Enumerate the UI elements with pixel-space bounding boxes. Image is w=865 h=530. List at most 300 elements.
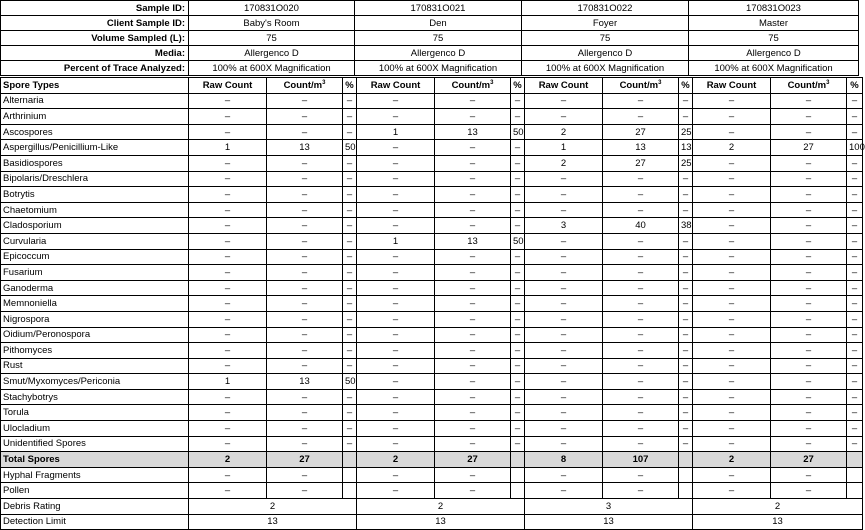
cell-value: – (267, 280, 343, 296)
sample-id-label: Sample ID: (1, 1, 189, 16)
cell-value: – (771, 374, 847, 390)
table-row (1, 405, 863, 421)
cell-value: – (525, 202, 603, 218)
spore-type-name: Total Spores (1, 452, 189, 468)
cell-value: – (435, 265, 511, 281)
cell-value: – (343, 265, 357, 281)
cell-value: – (357, 140, 435, 156)
raw-count-header: Raw Count (693, 78, 771, 94)
cell-value: – (679, 202, 693, 218)
cell-value: – (603, 467, 679, 483)
spore-type-name: Bipolaris/Dreschlera (1, 171, 189, 187)
cell-value: – (357, 249, 435, 265)
table-row (1, 280, 863, 296)
cell-value: – (189, 249, 267, 265)
media-value: Allergenco D (689, 46, 859, 61)
column-header-row (1, 78, 863, 94)
cell-value: – (693, 218, 771, 234)
cell-value: – (693, 311, 771, 327)
percent-header: % (847, 78, 863, 94)
footer-label: Debris Rating (1, 499, 189, 515)
cell-value: – (603, 265, 679, 281)
footer-value: 2 (693, 499, 863, 515)
cell-value: – (511, 249, 525, 265)
cell-value: – (693, 249, 771, 265)
cell-value: – (343, 249, 357, 265)
cell-value: – (603, 483, 679, 499)
cell-value: – (357, 93, 435, 109)
footer-value: 13 (525, 514, 693, 530)
cell-value: – (189, 389, 267, 405)
cell-value: – (525, 233, 603, 249)
cell-value: – (357, 155, 435, 171)
cell-value: – (189, 358, 267, 374)
cell-value: – (357, 343, 435, 359)
cell-value: – (679, 171, 693, 187)
raw-count-header: Raw Count (189, 78, 267, 94)
spore-type-name: Stachybotrys (1, 389, 189, 405)
table-row (1, 93, 863, 109)
cell-value: – (771, 389, 847, 405)
spore-type-name: Memnoniella (1, 296, 189, 312)
table-row (1, 467, 863, 483)
cell-value: 2 (189, 452, 267, 468)
percent-header: % (679, 78, 693, 94)
cell-value: – (189, 296, 267, 312)
cell-value: – (435, 109, 511, 125)
cell-value (679, 483, 693, 499)
cell-value: 40 (603, 218, 679, 234)
cell-value: – (357, 358, 435, 374)
cell-value: – (343, 389, 357, 405)
cell-value: – (603, 109, 679, 125)
cell-value: – (343, 202, 357, 218)
cell-value: – (343, 280, 357, 296)
cell-value: – (771, 327, 847, 343)
cell-value: – (693, 389, 771, 405)
cell-value: – (343, 436, 357, 452)
cell-value: – (511, 311, 525, 327)
cell-value: – (771, 233, 847, 249)
cell-value: – (693, 233, 771, 249)
cell-value: – (435, 467, 511, 483)
table-row (1, 311, 863, 327)
cell-value: – (189, 155, 267, 171)
spore-type-name: Smut/Myxomyces/Periconia (1, 374, 189, 390)
footer-value: 2 (189, 499, 357, 515)
cell-value (511, 467, 525, 483)
cell-value: 2 (693, 452, 771, 468)
cell-value (847, 452, 863, 468)
cell-value: – (343, 421, 357, 437)
cell-value: – (525, 93, 603, 109)
table-row (1, 249, 863, 265)
volume-sampled-value: 75 (522, 31, 689, 46)
cell-value: – (189, 280, 267, 296)
cell-value: 2 (693, 140, 771, 156)
cell-value: 3 (525, 218, 603, 234)
table-row (1, 155, 863, 171)
cell-value: – (267, 218, 343, 234)
cell-value: 13 (267, 140, 343, 156)
cell-value: – (511, 187, 525, 203)
cell-value: – (435, 389, 511, 405)
cell-value: – (693, 421, 771, 437)
cell-value: – (603, 327, 679, 343)
cell-value: 1 (525, 140, 603, 156)
cell-value: – (603, 296, 679, 312)
table-row (1, 187, 863, 203)
cell-value: – (267, 467, 343, 483)
spore-type-name: Fusarium (1, 265, 189, 281)
media-value: Allergenco D (355, 46, 522, 61)
cell-value: – (679, 343, 693, 359)
cell-value: 1 (189, 374, 267, 390)
cell-value: – (343, 311, 357, 327)
volume-sampled-value: 75 (355, 31, 522, 46)
cell-value: – (357, 436, 435, 452)
client-sample-id-value: Foyer (522, 16, 689, 31)
cell-value: – (435, 202, 511, 218)
cell-value: – (357, 405, 435, 421)
table-row (1, 265, 863, 281)
cell-value: 50 (343, 140, 357, 156)
cell-value: – (511, 421, 525, 437)
cell-value: – (435, 155, 511, 171)
cell-value: 13 (267, 374, 343, 390)
cell-value: – (189, 233, 267, 249)
cell-value: – (847, 343, 863, 359)
cell-value: – (267, 202, 343, 218)
spore-types-header: Spore Types (1, 78, 189, 94)
cell-value: – (435, 436, 511, 452)
cell-value: 2 (525, 124, 603, 140)
cell-value: – (435, 280, 511, 296)
cell-value: – (189, 109, 267, 125)
cell-value: – (267, 311, 343, 327)
cell-value: – (525, 249, 603, 265)
cell-value: 27 (603, 124, 679, 140)
media-value: Allergenco D (522, 46, 689, 61)
cell-value: – (511, 202, 525, 218)
volume-sampled-label: Volume Sampled (L): (1, 31, 189, 46)
cell-value: – (267, 249, 343, 265)
cell-value: – (435, 405, 511, 421)
cell-value: – (511, 155, 525, 171)
cell-value: – (847, 124, 863, 140)
spore-type-name: Rust (1, 358, 189, 374)
cell-value: – (679, 358, 693, 374)
cell-value: – (189, 311, 267, 327)
cell-value: – (847, 265, 863, 281)
media-label: Media: (1, 46, 189, 61)
cell-value: – (189, 265, 267, 281)
count-unit: Count/m (451, 79, 491, 91)
table-row (1, 327, 863, 343)
volume-sampled-row (1, 31, 859, 46)
table-row (1, 343, 863, 359)
client-sample-id-value: Baby's Room (189, 16, 355, 31)
cell-value: – (771, 421, 847, 437)
cell-value: – (693, 374, 771, 390)
cell-value: – (603, 202, 679, 218)
cell-value: – (343, 358, 357, 374)
sample-info-table (0, 0, 859, 76)
cell-value: – (267, 265, 343, 281)
cell-value: – (771, 187, 847, 203)
cell-value: – (343, 218, 357, 234)
cell-value: – (679, 233, 693, 249)
cell-value: – (511, 358, 525, 374)
cell-value: – (435, 483, 511, 499)
cell-value: – (511, 265, 525, 281)
cell-value: – (357, 171, 435, 187)
count-per-m3-header (603, 78, 679, 94)
cell-value: – (525, 109, 603, 125)
cell-value: – (693, 280, 771, 296)
cell-value: – (771, 155, 847, 171)
cell-value: – (525, 265, 603, 281)
raw-count-header: Raw Count (525, 78, 603, 94)
cell-value: – (771, 249, 847, 265)
cell-value: – (511, 109, 525, 125)
cell-value (511, 483, 525, 499)
cell-value: – (771, 296, 847, 312)
cell-value: – (771, 467, 847, 483)
table-row (1, 452, 863, 468)
cell-value: – (679, 249, 693, 265)
cell-value: – (435, 296, 511, 312)
spore-type-name: Pithomyces (1, 343, 189, 359)
cell-value: – (679, 296, 693, 312)
cell-value: 13 (435, 124, 511, 140)
cell-value: – (693, 109, 771, 125)
cell-value: – (693, 296, 771, 312)
table-row (1, 202, 863, 218)
spore-type-name: Pollen (1, 483, 189, 499)
cell-value: – (511, 171, 525, 187)
spore-type-name: Aspergillus/Penicillium-Like (1, 140, 189, 156)
cell-value: 27 (435, 452, 511, 468)
cell-value: – (603, 343, 679, 359)
cell-value: – (603, 405, 679, 421)
footer-value: 2 (357, 499, 525, 515)
cell-value (847, 467, 863, 483)
cell-value: – (343, 171, 357, 187)
cell-value: – (771, 265, 847, 281)
cell-value: – (189, 202, 267, 218)
cell-value: – (435, 358, 511, 374)
cell-value: – (435, 171, 511, 187)
cell-value: – (357, 109, 435, 125)
cell-value: – (267, 483, 343, 499)
count-unit-exponent: 3 (658, 79, 662, 86)
cell-value: 25 (679, 124, 693, 140)
cell-value: 27 (771, 452, 847, 468)
cell-value: 107 (603, 452, 679, 468)
cell-value: – (343, 405, 357, 421)
cell-value: – (525, 280, 603, 296)
cell-value: – (189, 405, 267, 421)
table-row (1, 436, 863, 452)
media-row (1, 46, 859, 61)
table-row (1, 109, 863, 125)
cell-value: – (771, 124, 847, 140)
spore-type-name: Cladosporium (1, 218, 189, 234)
percent-header: % (511, 78, 525, 94)
sample-id-value: 170831O021 (355, 1, 522, 16)
cell-value: – (343, 187, 357, 203)
spore-type-name: Hyphal Fragments (1, 467, 189, 483)
cell-value: – (693, 436, 771, 452)
cell-value: 1 (357, 233, 435, 249)
percent-analyzed-row (1, 61, 859, 76)
cell-value: 50 (343, 374, 357, 390)
cell-value: – (343, 155, 357, 171)
spore-type-name: Arthrinium (1, 109, 189, 125)
cell-value: – (771, 171, 847, 187)
spore-type-name: Botrytis (1, 187, 189, 203)
cell-value: – (525, 421, 603, 437)
cell-value: – (771, 311, 847, 327)
cell-value: 2 (357, 452, 435, 468)
spore-type-name: Oidium/Peronospora (1, 327, 189, 343)
client-sample-id-row (1, 16, 859, 31)
cell-value: – (267, 405, 343, 421)
cell-value: – (511, 327, 525, 343)
cell-value: – (267, 327, 343, 343)
cell-value: – (847, 171, 863, 187)
cell-value: – (343, 124, 357, 140)
cell-value: – (525, 187, 603, 203)
cell-value: – (511, 296, 525, 312)
cell-value: – (679, 280, 693, 296)
cell-value: – (435, 343, 511, 359)
cell-value: – (357, 280, 435, 296)
table-row (1, 296, 863, 312)
spore-type-name: Alternaria (1, 93, 189, 109)
cell-value: – (511, 218, 525, 234)
spore-type-name: Unidentified Spores (1, 436, 189, 452)
cell-value: – (679, 436, 693, 452)
table-row (1, 358, 863, 374)
cell-value: – (525, 343, 603, 359)
cell-value: – (357, 483, 435, 499)
cell-value: – (847, 421, 863, 437)
cell-value: – (435, 93, 511, 109)
cell-value: – (679, 374, 693, 390)
spore-type-name: Ulocladium (1, 421, 189, 437)
cell-value: – (511, 389, 525, 405)
cell-value (343, 467, 357, 483)
cell-value: – (357, 187, 435, 203)
cell-value: – (847, 374, 863, 390)
cell-value: – (435, 311, 511, 327)
cell-value: – (267, 233, 343, 249)
cell-value: – (435, 187, 511, 203)
cell-value: – (435, 249, 511, 265)
sample-id-value: 170831O022 (522, 1, 689, 16)
cell-value: – (267, 436, 343, 452)
cell-value: – (847, 358, 863, 374)
cell-value: – (189, 124, 267, 140)
cell-value: – (693, 93, 771, 109)
cell-value: – (603, 249, 679, 265)
cell-value: – (435, 421, 511, 437)
cell-value: 50 (511, 124, 525, 140)
cell-value: – (771, 343, 847, 359)
cell-value: – (525, 296, 603, 312)
cell-value: – (525, 311, 603, 327)
cell-value (847, 483, 863, 499)
footer-label: Detection Limit (1, 514, 189, 530)
cell-value: – (525, 467, 603, 483)
cell-value: – (267, 187, 343, 203)
cell-value: – (679, 187, 693, 203)
cell-value: – (603, 187, 679, 203)
cell-value: – (357, 311, 435, 327)
cell-value: 1 (357, 124, 435, 140)
cell-value: – (847, 296, 863, 312)
cell-value: – (603, 311, 679, 327)
count-unit: Count/m (787, 79, 827, 91)
cell-value: – (189, 218, 267, 234)
cell-value: – (603, 358, 679, 374)
spore-type-name: Chaetomium (1, 202, 189, 218)
cell-value: – (267, 171, 343, 187)
spore-type-name: Torula (1, 405, 189, 421)
cell-value: – (525, 436, 603, 452)
cell-value: – (525, 374, 603, 390)
cell-value: – (267, 93, 343, 109)
spore-type-name: Ascospores (1, 124, 189, 140)
cell-value: – (847, 218, 863, 234)
cell-value: – (679, 327, 693, 343)
cell-value: – (847, 436, 863, 452)
cell-value: – (511, 405, 525, 421)
cell-value: – (525, 171, 603, 187)
cell-value: – (771, 483, 847, 499)
cell-value: – (525, 358, 603, 374)
cell-value: – (847, 93, 863, 109)
cell-value: – (189, 171, 267, 187)
cell-value: – (693, 467, 771, 483)
cell-value: – (357, 421, 435, 437)
cell-value: – (693, 405, 771, 421)
cell-value: – (771, 358, 847, 374)
volume-sampled-value: 75 (189, 31, 355, 46)
cell-value: – (435, 374, 511, 390)
spore-results-table (0, 77, 863, 530)
cell-value: – (357, 389, 435, 405)
footer-row (1, 514, 863, 530)
cell-value: – (679, 311, 693, 327)
percent-analyzed-value: 100% at 600X Magnification (355, 61, 522, 76)
cell-value: – (343, 327, 357, 343)
percent-analyzed-value: 100% at 600X Magnification (522, 61, 689, 76)
count-unit-exponent: 3 (826, 79, 830, 86)
cell-value: – (771, 202, 847, 218)
cell-value: 25 (679, 155, 693, 171)
cell-value: – (435, 218, 511, 234)
sample-id-value: 170831O020 (189, 1, 355, 16)
cell-value: – (693, 358, 771, 374)
footer-value: 13 (357, 514, 525, 530)
media-value: Allergenco D (189, 46, 355, 61)
cell-value: – (847, 405, 863, 421)
table-row (1, 374, 863, 390)
cell-value: – (679, 93, 693, 109)
